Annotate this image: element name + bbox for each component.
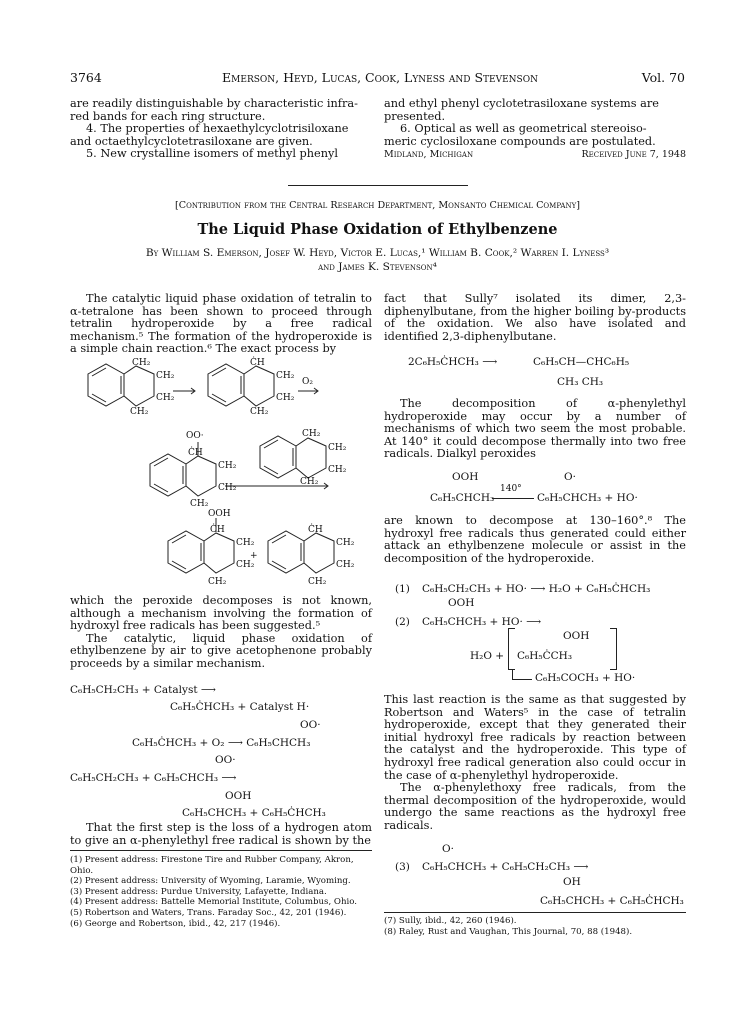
right-para-1: fact that Sully⁷ isolated its dimer, 2,3-diphenylbutane, from the higher boiling by-products of the oxidation. We also have isolated and identified 2,3-diphenylbutane. <box>384 292 686 343</box>
equation-superscript: OH <box>563 876 581 888</box>
benzene-ring <box>168 531 204 573</box>
equation: C₆H₅CH—CHC₆H₅ <box>533 356 630 368</box>
footnotes-left <box>70 855 372 929</box>
plus-sign: + <box>250 551 258 561</box>
equation: 2C₆H₅ĊHCH₃ ⟶ <box>408 356 498 368</box>
footnotes-right <box>384 916 686 937</box>
peroxy-label: OO· <box>186 431 204 441</box>
ch-label: ĊH <box>188 448 203 458</box>
ch2-label: CH₂ <box>336 538 355 548</box>
ch-radical-label: ĊH <box>308 525 323 535</box>
equation-superscript: O· <box>564 471 576 483</box>
equation: C₆H₅CHCH₃ + C₆H₅ĊHCH₃ <box>540 895 684 907</box>
author-line-1: By William S. Emerson, Josef W. Heyd, Victor E. Lucas,¹ William B. Cook,² Warren I. Lyness³ <box>145 247 610 259</box>
location-line: Midland, Michigan <box>384 149 474 161</box>
ch2-label: CH₂ <box>302 429 321 439</box>
footnote: (1) Present address: Firestone Tire and Rubber Company, Akron, Ohio. <box>70 855 354 876</box>
equation-superscript: OOH <box>563 630 590 642</box>
ch2-label: CH₂ <box>218 461 237 471</box>
equation-number: (1) <box>395 583 410 595</box>
tetralin-scheme <box>70 356 376 588</box>
ch2-label: CH₂ <box>208 577 227 587</box>
equation-subscript: CH₃ CH₃ <box>557 376 604 388</box>
received-line: Received June 7, 1948 <box>581 149 686 161</box>
ch2-label: CH₂ <box>236 560 255 570</box>
ch2-label: CH₂ <box>250 407 269 417</box>
text-line: meric cyclosiloxane compounds are postulated. <box>384 134 656 148</box>
footnote: (7) Sully, ibid., 42, 260 (1946). <box>384 916 517 926</box>
equation: C₆H₅CH₂CH₃ + C₆H₅CHCH₃ ⟶ <box>70 772 237 784</box>
text-line: red bands for each ring structure. <box>70 109 266 123</box>
ch-radical-label: ĊH <box>250 358 265 368</box>
text-line: 5. New crystalline isomers of methyl phenyl <box>86 147 339 161</box>
text-line: and ethyl phenyl cyclotetrasiloxane systems are <box>384 97 659 110</box>
equation-superscript: OO· <box>215 754 236 766</box>
prev-article-right <box>384 98 686 162</box>
equation-number: (2) <box>395 616 410 628</box>
reaction-arrow <box>512 679 532 680</box>
footnote: (2) Present address: University of Wyoming, Laramie, Wyoming. <box>70 876 351 887</box>
right-para-4-5 <box>384 694 686 833</box>
ch2-label: CH₂ <box>276 393 295 403</box>
footnote: (4) Present address: Battelle Memorial Institute, Columbus, Ohio. <box>70 897 357 908</box>
equation-superscript: OOH <box>452 471 479 483</box>
footnote: (6) George and Robertson, ibid., 42, 217 (1946). <box>70 918 281 929</box>
ch2-label: CH₂ <box>300 477 319 487</box>
paragraph: This last reaction is the same as that suggested by Robertson and Waters⁵ in the case of tetralin hydroperoxide, except that they generated their initial hydroxyl free radicals by reaction between the catalyst and the hydroperoxide. This type of hydroxyl free radical generation also could occur in the case of α-phenylethyl hydroperoxide. <box>384 693 686 782</box>
benzene-ring <box>208 364 244 406</box>
ch2-label: CH₂ <box>156 393 175 403</box>
equation: C₆H₅CHCH₃ <box>430 492 495 504</box>
contribution-line: [Contribution from the Central Research Department, Monsanto Chemical Company] <box>175 200 580 211</box>
article-title: The Liquid Phase Oxidation of Ethylbenzene <box>197 221 558 238</box>
author-line-2: and James K. Stevenson⁴ <box>318 261 437 273</box>
ch-label: ĊH <box>210 525 225 535</box>
ch2-label: CH₂ <box>276 371 295 381</box>
left-para-1: The catalytic liquid phase oxidation of tetralin to α-tetralone has been shown to proceed through tetralin hydroperoxide by a free radical mechanism.⁵ The formation of the hydroperoxide is a simple chain reaction.⁶ The exact process by <box>70 292 372 356</box>
equation: C₆H₅CHCH₃ + HO· <box>537 492 638 504</box>
equation-superscript: OOH <box>448 597 475 609</box>
equation-superscript: O· <box>442 843 454 855</box>
paragraph: The α-phenylethoxy free radicals, from the thermal decomposition of the hydroperoxide, would undergo the same reactions as the hydroxyl free radicals. <box>384 781 686 832</box>
prev-article-left <box>70 98 372 161</box>
paragraph: which the peroxide decomposes is not known, although a mechanism involving the formation of hydroxyl free radicals has been suggested.⁵ <box>70 594 372 633</box>
footnote: (8) Raley, Rust and Vaughan, This Journal, 70, 88 (1948). <box>384 926 633 937</box>
equation-number: (3) <box>395 861 410 873</box>
text-line: are readily distinguishable by characteristic infra- <box>70 97 358 110</box>
ooh-label: OOH <box>208 509 231 519</box>
ch2-label: CH₂ <box>156 371 175 381</box>
text-line: and octaethylcyclotetrasiloxane are given. <box>70 134 313 148</box>
equation: C₆H₅CHCH₃ + C₆H₅CH₂CH₃ ⟶ <box>422 861 589 873</box>
right-para-2: The decomposition of α-phenylethyl hydroperoxide may occur by a number of mechanisms of which two seem the most probable. At 140° it could decompose thermally into two free radicals. Dialkyl peroxides <box>384 397 686 461</box>
ch2-label: CH₂ <box>328 465 347 475</box>
page-number: 3764 <box>70 70 102 85</box>
footnote-divider <box>70 850 372 851</box>
equation: C₆H₅CHCH₃ + C₆H₅ĊHCH₃ <box>182 807 326 819</box>
left-para-4: That the first step is the loss of a hydrogen atom to give an α-phenylethyl free radical is shown by the <box>70 821 372 847</box>
reaction-arrow <box>492 498 534 499</box>
text-line: presented. <box>384 109 446 123</box>
equation: C₆H₅COCH₃ + HO· <box>535 672 636 684</box>
divider <box>288 185 468 186</box>
ch2-label: CH₂ <box>336 560 355 570</box>
ch2-label: CH₂ <box>236 538 255 548</box>
equation: C₆H₅ĊHCH₃ + Catalyst H· <box>170 701 310 713</box>
ch2-label: CH₂ <box>328 443 347 453</box>
volume-label: Vol. 70 <box>641 70 685 85</box>
text-line: 6. Optical as well as geometrical stereoiso- <box>400 122 647 136</box>
footnote-divider <box>384 912 686 913</box>
equation-superscript: OOH <box>225 790 252 802</box>
o2-label: O₂ <box>302 377 313 387</box>
paragraph: The catalytic, liquid phase oxidation of ethylbenzene by air to give acetophenone probably proceeds by a similar mechanism. <box>70 631 372 670</box>
ch2-label: CH₂ <box>190 499 209 509</box>
equation: H₂O + <box>470 650 505 662</box>
ch2-label: CH₂ <box>218 483 237 493</box>
reaction-arrow <box>512 670 513 679</box>
benzene-ring <box>150 454 186 496</box>
benzene-ring <box>260 436 296 478</box>
equation: C₆H₅ĊHCH₃ + O₂ ⟶ C₆H₅CHCH₃ <box>132 737 311 749</box>
equation: C₆H₅CHCH₃ + HO· ⟶ <box>422 616 542 628</box>
ch2-label: CH₂ <box>308 577 327 587</box>
equation-superscript: OO· <box>300 719 321 731</box>
footnote: (3) Present address: Purdue University, Lafayette, Indiana. <box>70 886 327 897</box>
benzene-ring <box>88 364 124 406</box>
left-para-2-3 <box>70 595 372 671</box>
ch2-label: CH₂ <box>130 407 149 417</box>
arrow-condition: 140° <box>500 484 522 494</box>
ch2-label: CH₂ <box>132 358 151 368</box>
equation: C₆H₅CH₂CH₃ + HO· ⟶ H₂O + C₆H₅ĊHCH₃ <box>422 583 651 595</box>
benzene-ring <box>268 531 304 573</box>
running-title: Emerson, Heyd, Lucas, Cook, Lyness and Stevenson <box>222 70 538 85</box>
right-para-3: are known to decompose at 130–160°.⁸ The hydroxyl free radicals thus generated could either attack an ethylbenzene molecule or assist in the decomposition of the hydroperoxide. <box>384 514 686 565</box>
equation: C₆H₅ĊCH₃ <box>517 650 573 662</box>
equation: C₆H₅CH₂CH₃ + Catalyst ⟶ <box>70 684 216 696</box>
text-line: 4. The properties of hexaethylcyclotrisiloxane <box>86 122 349 136</box>
footnote: (5) Robertson and Waters, Trans. Faraday Soc., 42, 201 (1946). <box>70 907 347 918</box>
